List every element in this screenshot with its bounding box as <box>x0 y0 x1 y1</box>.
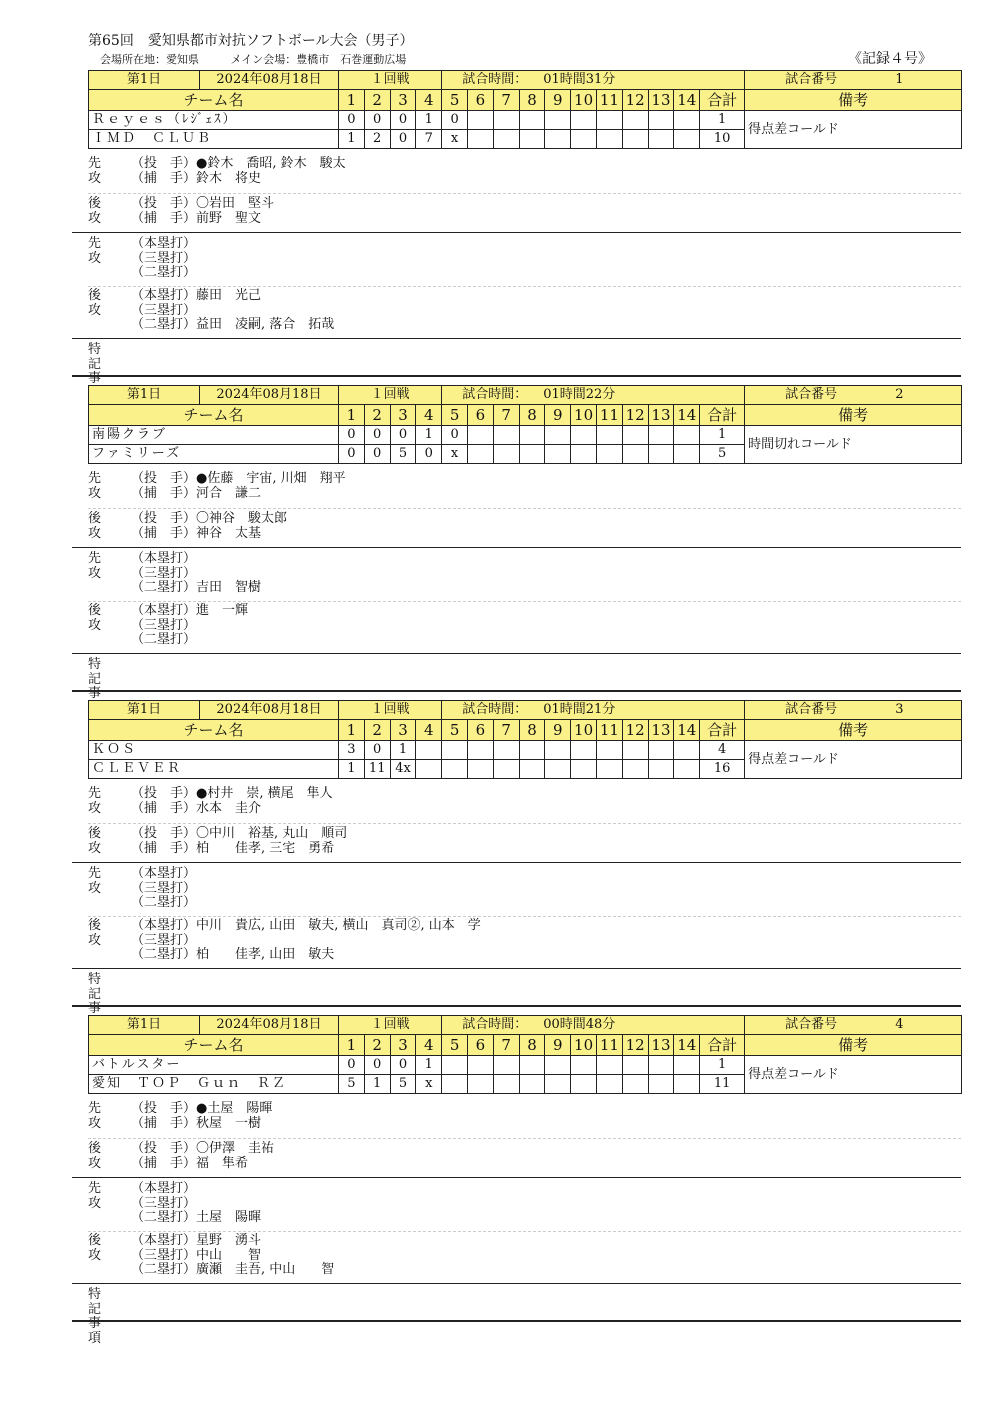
inning-header: 4 <box>416 405 442 426</box>
game-day: 第1日 2024年08月18日 <box>89 1016 339 1035</box>
inning-score: 0 <box>416 445 442 464</box>
inning-score <box>571 445 597 464</box>
inning-header: 4 <box>416 1035 442 1056</box>
inning-score <box>674 445 700 464</box>
remarks-header: 備考 <box>745 405 962 426</box>
inning-score <box>622 1075 648 1094</box>
inning-score: 3 <box>339 741 365 760</box>
inning-score: 0 <box>339 1056 365 1075</box>
inning-header: 7 <box>493 1035 519 1056</box>
inning-score: 5 <box>339 1075 365 1094</box>
inning-score <box>622 426 648 445</box>
venue-prefecture: 会場所在地：愛知県 <box>100 53 199 66</box>
inning-score <box>571 130 597 149</box>
double-hitters: 柏 佳孝, 山田 敏夫 <box>196 947 335 962</box>
remarks-header: 備考 <box>745 720 962 741</box>
inning-score <box>468 1056 494 1075</box>
document-title: 第65回 愛知県都市対抗ソフトボール大会（男子） <box>88 33 414 49</box>
inning-header: 9 <box>545 405 571 426</box>
inning-header: 12 <box>622 405 648 426</box>
inning-header: 12 <box>622 90 648 111</box>
inning-score <box>648 760 674 779</box>
double-hitters: 益田 凌嗣, 落合 拓哉 <box>196 317 335 332</box>
double-hitters: 廣瀬 圭吾, 中山 智 <box>196 1262 335 1277</box>
inning-header: 2 <box>364 90 390 111</box>
team-name-header: チーム名 <box>89 405 339 426</box>
inning-score <box>571 760 597 779</box>
inning-score: 0 <box>442 111 468 130</box>
game-round: １回戦 <box>339 1016 442 1035</box>
game-day: 第1日 2024年08月18日 <box>89 71 339 90</box>
inning-score <box>442 760 468 779</box>
inning-header: 13 <box>648 90 674 111</box>
inning-score <box>571 1075 597 1094</box>
inning-score <box>416 741 442 760</box>
game-number: 試合番号 3 <box>745 701 962 720</box>
team-row <box>89 426 962 445</box>
inning-header: 5 <box>442 405 468 426</box>
inning-score <box>468 445 494 464</box>
inning-score <box>622 445 648 464</box>
pitcher-names: 〇伊澤 圭祐 <box>196 1141 275 1156</box>
inning-score <box>674 1056 700 1075</box>
inning-header: 1 <box>339 90 365 111</box>
inning-score <box>493 1075 519 1094</box>
inning-header: 10 <box>571 720 597 741</box>
inning-score <box>493 130 519 149</box>
inning-header: 6 <box>468 1035 494 1056</box>
inning-header: 8 <box>519 405 545 426</box>
inning-header: 8 <box>519 720 545 741</box>
main-venue: メイン会場：豊橋市 石巻運動広場 <box>230 53 407 66</box>
pitcher-names: ●鈴木 喬昭, 鈴木 駿太 <box>196 156 346 171</box>
inning-header: 8 <box>519 1035 545 1056</box>
game-round: １回戦 <box>339 71 442 90</box>
inning-header: 14 <box>674 90 700 111</box>
team-name-header: チーム名 <box>89 1035 339 1056</box>
score-table <box>88 70 962 149</box>
inning-score: 0 <box>339 445 365 464</box>
inning-score: 11 <box>364 760 390 779</box>
inning-score <box>571 426 597 445</box>
inning-score: 0 <box>442 426 468 445</box>
inning-score: 0 <box>390 111 416 130</box>
inning-score: 1 <box>390 741 416 760</box>
inning-header: 3 <box>390 405 416 426</box>
inning-header: 1 <box>339 405 365 426</box>
inning-score <box>596 445 622 464</box>
inning-score <box>545 1056 571 1075</box>
inning-header: 1 <box>339 720 365 741</box>
inning-score <box>545 130 571 149</box>
inning-score: x <box>442 130 468 149</box>
team-name: 南陽クラブ <box>89 426 339 445</box>
inning-score: 0 <box>364 111 390 130</box>
inning-header: 10 <box>571 90 597 111</box>
team-name-header: チーム名 <box>89 720 339 741</box>
inning-score <box>596 130 622 149</box>
inning-score <box>571 741 597 760</box>
inning-score <box>519 111 545 130</box>
inning-score <box>468 760 494 779</box>
team-total: 16 <box>700 760 745 779</box>
catcher-names: 柏 佳孝, 三宅 勇希 <box>196 840 335 856</box>
team-name: ＫＯＳ <box>89 741 339 760</box>
inning-score <box>519 445 545 464</box>
home-run-hitters: 星野 湧斗 <box>196 1233 262 1248</box>
inning-score: 0 <box>364 741 390 760</box>
inning-score <box>596 1075 622 1094</box>
team-name: ＩＭＤ ＣＬＵＢ <box>89 130 339 149</box>
pitcher-names: 〇岩田 堅斗 <box>196 196 275 211</box>
inning-score <box>493 760 519 779</box>
inning-score: 0 <box>364 426 390 445</box>
score-table <box>88 385 962 464</box>
team-row <box>89 1056 962 1075</box>
inning-score <box>674 111 700 130</box>
inning-score <box>674 741 700 760</box>
inning-header: 3 <box>390 1035 416 1056</box>
inning-score <box>648 445 674 464</box>
inning-header: 4 <box>416 720 442 741</box>
pitcher-names: 〇中川 裕基, 丸山 順司 <box>196 826 348 841</box>
team-row <box>89 111 962 130</box>
inning-header: 9 <box>545 90 571 111</box>
inning-header: 11 <box>596 90 622 111</box>
inning-score <box>519 1056 545 1075</box>
catcher-names: 鈴木 将史 <box>196 170 262 186</box>
team-total: 1 <box>700 1056 745 1075</box>
inning-score <box>674 760 700 779</box>
inning-score <box>468 741 494 760</box>
team-total: 10 <box>700 130 745 149</box>
inning-header: 3 <box>390 90 416 111</box>
total-header: 合計 <box>700 90 745 111</box>
inning-score <box>596 111 622 130</box>
inning-score <box>571 111 597 130</box>
inning-header: 11 <box>596 1035 622 1056</box>
inning-score: 4x <box>390 760 416 779</box>
inning-score: 0 <box>390 426 416 445</box>
pitcher-names: 〇神谷 駿太郎 <box>196 511 288 526</box>
inning-score <box>493 1056 519 1075</box>
inning-header: 5 <box>442 90 468 111</box>
inning-header: 13 <box>648 405 674 426</box>
inning-score: 1 <box>364 1075 390 1094</box>
game-number: 試合番号 1 <box>745 71 962 90</box>
game-round: １回戦 <box>339 701 442 720</box>
venue-line <box>100 51 434 67</box>
game-remark: 得点差コールド <box>745 111 962 149</box>
inning-score <box>622 741 648 760</box>
inning-score <box>545 760 571 779</box>
double-hitters: 土屋 陽暉 <box>196 1210 262 1225</box>
inning-header: 5 <box>442 1035 468 1056</box>
team-name: ＣＬＥＶＥＲ <box>89 760 339 779</box>
remarks-header: 備考 <box>745 1035 962 1056</box>
inning-header: 9 <box>545 720 571 741</box>
game-time: 試合時間： 01時間31分 <box>442 71 745 90</box>
inning-header: 13 <box>648 720 674 741</box>
total-header: 合計 <box>700 720 745 741</box>
game-time: 試合時間： 01時間22分 <box>442 386 745 405</box>
inning-score <box>519 1075 545 1094</box>
pitcher-names: ●土屋 陽暉 <box>196 1101 273 1116</box>
inning-header: 12 <box>622 720 648 741</box>
game-remark: 得点差コールド <box>745 741 962 779</box>
inning-score <box>468 130 494 149</box>
team-total: 1 <box>700 426 745 445</box>
inning-score <box>596 426 622 445</box>
inning-score <box>648 130 674 149</box>
inning-score: 5 <box>390 445 416 464</box>
inning-score <box>674 426 700 445</box>
score-table <box>88 1015 962 1094</box>
inning-header: 2 <box>364 720 390 741</box>
inning-header: 7 <box>493 720 519 741</box>
catcher-names: 神谷 太基 <box>196 525 262 541</box>
inning-score <box>571 1056 597 1075</box>
inning-score <box>648 111 674 130</box>
game-number: 試合番号 4 <box>745 1016 962 1035</box>
inning-score <box>519 426 545 445</box>
inning-score: 1 <box>416 1056 442 1075</box>
inning-score <box>493 741 519 760</box>
inning-score: 0 <box>390 1056 416 1075</box>
inning-header: 10 <box>571 1035 597 1056</box>
inning-header: 9 <box>545 1035 571 1056</box>
remarks-header: 備考 <box>745 90 962 111</box>
triple-hitters: 中山 智 <box>196 1247 262 1263</box>
total-header: 合計 <box>700 1035 745 1056</box>
inning-header: 6 <box>468 720 494 741</box>
inning-score <box>493 426 519 445</box>
inning-score <box>468 426 494 445</box>
inning-score: 0 <box>390 130 416 149</box>
inning-header: 2 <box>364 1035 390 1056</box>
inning-score <box>622 111 648 130</box>
inning-score <box>545 741 571 760</box>
inning-score <box>493 111 519 130</box>
team-total: 11 <box>700 1075 745 1094</box>
home-run-hitters: 進 一輝 <box>196 603 249 618</box>
inning-score: 0 <box>364 1056 390 1075</box>
inning-score: 2 <box>364 130 390 149</box>
inning-header: 7 <box>493 90 519 111</box>
team-name: ファミリーズ <box>89 445 339 464</box>
inning-header: 6 <box>468 405 494 426</box>
game-remark: 時間切れコールド <box>745 426 962 464</box>
inning-header: 6 <box>468 90 494 111</box>
inning-score <box>545 1075 571 1094</box>
team-total: 1 <box>700 111 745 130</box>
inning-header: 1 <box>339 1035 365 1056</box>
inning-score: 1 <box>339 130 365 149</box>
inning-score <box>545 111 571 130</box>
game-round: １回戦 <box>339 386 442 405</box>
total-header: 合計 <box>700 405 745 426</box>
score-table <box>88 700 962 779</box>
inning-score <box>596 741 622 760</box>
record-number: 《記録４号》 <box>848 51 932 67</box>
inning-score: x <box>416 1075 442 1094</box>
inning-score <box>519 130 545 149</box>
inning-score <box>648 741 674 760</box>
inning-score <box>545 445 571 464</box>
inning-score: 1 <box>339 760 365 779</box>
inning-header: 4 <box>416 90 442 111</box>
inning-score: 0 <box>339 111 365 130</box>
inning-score: 0 <box>364 445 390 464</box>
game-day: 第1日 2024年08月18日 <box>89 701 339 720</box>
inning-score <box>622 130 648 149</box>
game-time: 試合時間： 01時間21分 <box>442 701 745 720</box>
inning-score <box>648 426 674 445</box>
home-run-hitters: 中川 貴広, 山田 敏夫, 横山 真司②, 山本 学 <box>196 918 481 933</box>
inning-header: 14 <box>674 405 700 426</box>
inning-header: 13 <box>648 1035 674 1056</box>
inning-score <box>648 1056 674 1075</box>
inning-score <box>674 130 700 149</box>
inning-score <box>493 445 519 464</box>
inning-score <box>468 111 494 130</box>
inning-score <box>596 1056 622 1075</box>
team-name: バトルスター <box>89 1056 339 1075</box>
game-time: 試合時間： 00時間48分 <box>442 1016 745 1035</box>
inning-score <box>622 1056 648 1075</box>
inning-score <box>442 741 468 760</box>
inning-header: 11 <box>596 405 622 426</box>
game-number: 試合番号 2 <box>745 386 962 405</box>
inning-score <box>545 426 571 445</box>
inning-score <box>442 1056 468 1075</box>
team-name: 愛知 ＴＯＰ Ｇｕｎ ＲＺ <box>89 1075 339 1094</box>
inning-header: 2 <box>364 405 390 426</box>
catcher-names: 前野 聖文 <box>196 210 262 226</box>
team-name: Ｒｅｙｅｓ（ﾚｼﾞｪｽ） <box>89 111 339 130</box>
inning-header: 12 <box>622 1035 648 1056</box>
pitcher-names: ●佐藤 宇宙, 川畑 翔平 <box>196 471 346 486</box>
game-day: 第1日 2024年08月18日 <box>89 386 339 405</box>
inning-score: 1 <box>416 111 442 130</box>
inning-score <box>596 760 622 779</box>
inning-score <box>519 760 545 779</box>
inning-score: 5 <box>390 1075 416 1094</box>
inning-header: 5 <box>442 720 468 741</box>
catcher-names: 福 隼希 <box>196 1155 249 1171</box>
inning-score <box>416 760 442 779</box>
inning-header: 14 <box>674 1035 700 1056</box>
team-total: 5 <box>700 445 745 464</box>
inning-header: 8 <box>519 90 545 111</box>
team-total: 4 <box>700 741 745 760</box>
inning-score <box>519 741 545 760</box>
inning-score <box>674 1075 700 1094</box>
team-name-header: チーム名 <box>89 90 339 111</box>
inning-score: 1 <box>416 426 442 445</box>
inning-score: x <box>442 445 468 464</box>
pitcher-names: ●村井 崇, 横尾 隼人 <box>196 786 333 801</box>
game-remark: 得点差コールド <box>745 1056 962 1094</box>
inning-header: 14 <box>674 720 700 741</box>
inning-header: 3 <box>390 720 416 741</box>
inning-score <box>648 1075 674 1094</box>
catcher-names: 秋屋 一樹 <box>196 1115 262 1131</box>
home-run-hitters: 藤田 光己 <box>196 288 262 303</box>
inning-score: 0 <box>339 426 365 445</box>
catcher-names: 河合 謙二 <box>196 485 262 501</box>
team-row <box>89 741 962 760</box>
inning-score <box>442 1075 468 1094</box>
inning-header: 7 <box>493 405 519 426</box>
catcher-names: 水本 圭介 <box>196 800 262 816</box>
inning-score <box>622 760 648 779</box>
inning-score: 7 <box>416 130 442 149</box>
inning-header: 11 <box>596 720 622 741</box>
inning-score <box>468 1075 494 1094</box>
double-hitters: 吉田 智樹 <box>196 580 262 595</box>
inning-header: 10 <box>571 405 597 426</box>
